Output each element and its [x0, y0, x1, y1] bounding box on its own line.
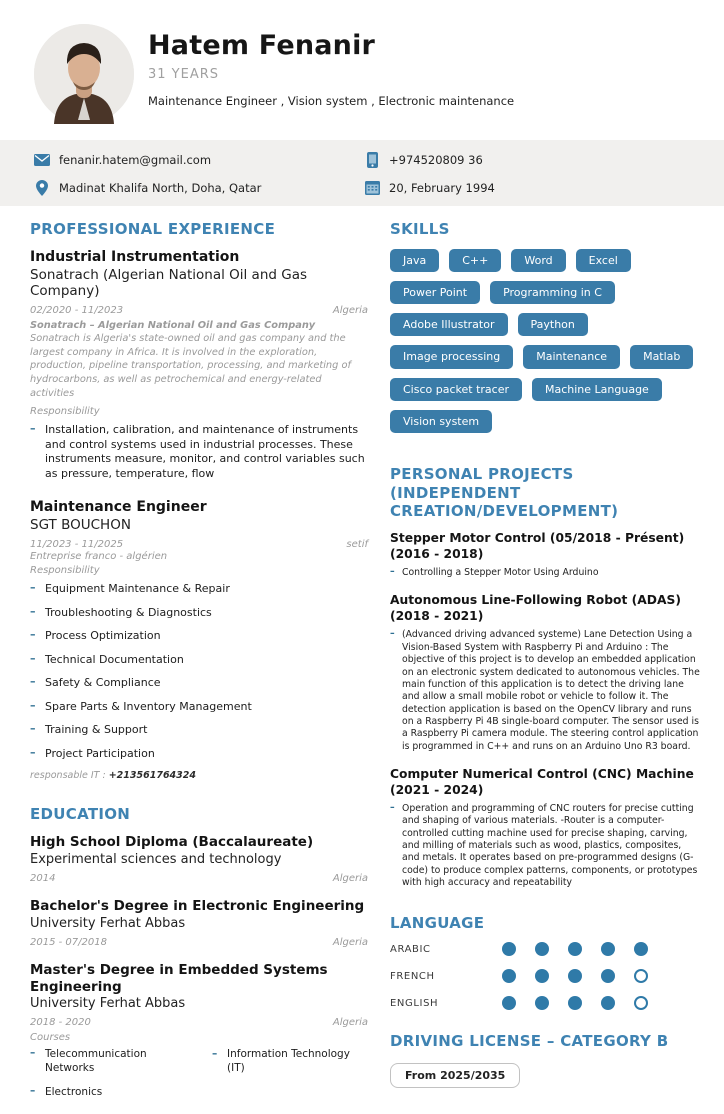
header — [0, 0, 724, 126]
level-dot-filled — [568, 942, 582, 956]
section-education — [30, 805, 368, 1100]
language-row — [390, 942, 700, 956]
project-name — [390, 531, 700, 563]
language-name: ARABIC — [390, 943, 431, 955]
course-item: – Electronics — [30, 1086, 186, 1100]
job-description-rest: Sonatrach is Algeria's state-owned oil and gas company and the largest company in Africa. It is involved in the exploration, production, pipeline transportation, processing, and marketing of hydrocarbons, as well as petrochemical and energy-related activities — [30, 333, 351, 399]
main-content — [0, 206, 724, 1114]
section-projects — [390, 465, 700, 890]
level-dot-empty — [634, 996, 648, 1010]
job-entry — [30, 249, 368, 481]
contact-location — [34, 180, 364, 196]
phone-value: +974520809 36 — [389, 153, 483, 167]
job-footnote — [30, 770, 368, 781]
job-bullet: – Installation, calibration, and maintenance of instruments and control systems used in industrial processes. These instruments measure, monitor, and control variables such as pressure, temperature, flow — [30, 423, 368, 481]
level-dot-filled — [502, 969, 516, 983]
project-name-line2: (2016 - 2018) — [390, 547, 484, 562]
map-pin-icon — [34, 180, 50, 196]
education-meta — [30, 1017, 368, 1028]
project-bullet: – Operation and programming of CNC routers for precise cutting and shaping of various materials. -Router is a computer-controlled cutting machine used for precise shaping, carving, and milling of materials such as wood, plastics, composites, and metals. It operates based on pre-programmed designs (G-code) to produce complex patterns, components, or prototypes with high accuracy and repeatability — [390, 803, 700, 890]
skill-badge: Machine Language — [532, 378, 662, 401]
language-level-dots — [502, 942, 648, 956]
project-name: Autonomous Line-Following Robot (ADAS) (2018 - 2021) — [390, 593, 681, 624]
degree-name: High School Diploma (Baccalaureate) — [30, 833, 314, 850]
project-bullet: – (Advanced driving advanced systeme) Lane Detection Using a Vision-Based System with Raspberry Pi and Arduino : The objective of this project is to develop an embedded application on an electronic system dedicated to autonomous vehicles. The main function of this application is to detect the driving lane and allow a small mobile robot or vehicle to follow it. The detection application is based on the OpenCV library and runs on a Raspberry Pi 4B single-board computer. The sensor used is a Raspberry Pi camera module. The steering control application is programmed in C++ and runs on an Arduino Uno R3 board. — [390, 629, 700, 753]
section-experience — [30, 220, 368, 781]
job-bullet: – Safety & Compliance — [30, 676, 368, 691]
job-description-lead: Sonatrach – Algerian National Oil and Gas Company — [30, 319, 316, 331]
job-bullets — [30, 423, 368, 481]
job-meta — [30, 539, 368, 550]
level-dot-filled — [535, 969, 549, 983]
skills-badges — [390, 249, 700, 433]
skill-badge: Paython — [518, 313, 588, 336]
education-dates: 2018 - 2020 — [30, 1017, 91, 1029]
level-dot-filled — [634, 942, 648, 956]
driving-license-title: DRIVING LICENSE – CATEGORY B — [390, 1032, 669, 1051]
language-title: LANGUAGE — [390, 913, 485, 932]
project-entry — [390, 593, 700, 753]
job-company: SGT BOUCHON — [30, 516, 131, 533]
section-driving-license — [390, 1032, 700, 1088]
avatar-illustration — [34, 24, 134, 124]
location-value: Madinat Khalifa North, Doha, Qatar — [59, 181, 262, 195]
skill-badge: Image processing — [390, 345, 513, 368]
education-location: Algeria — [332, 936, 368, 948]
degree-name: Master's Degree in Embedded Systems Engineering — [30, 961, 328, 995]
project-bullets — [390, 629, 700, 753]
level-dot-filled — [568, 969, 582, 983]
project-name-line2: (2021 - 2024) — [390, 783, 484, 797]
birthdate-value: 20, February 1994 — [389, 181, 495, 195]
language-row — [390, 996, 700, 1010]
language-level-dots — [502, 996, 648, 1010]
education-location: Algeria — [332, 872, 368, 884]
job-bullet: – Equipment Maintenance & Repair — [30, 582, 368, 597]
skill-badge: Programming in C — [490, 281, 615, 304]
language-name: FRENCH — [390, 970, 435, 982]
job-dates: 02/2020 - 11/2023 — [30, 304, 124, 316]
skill-badge: C++ — [449, 249, 501, 272]
education-entry — [30, 834, 368, 884]
degree-name: Bachelor's Degree in Electronic Engineering — [30, 897, 365, 914]
level-dot-filled — [568, 996, 582, 1010]
level-dot-filled — [535, 996, 549, 1010]
contact-band — [0, 140, 724, 206]
education-meta — [30, 873, 368, 884]
skill-badge: Adobe Illustrator — [390, 313, 508, 336]
project-bullets — [390, 803, 700, 890]
left-column — [30, 220, 368, 1114]
skill-badge: Matlab — [630, 345, 693, 368]
skill-badge: Maintenance — [523, 345, 620, 368]
driving-license-badge: From 2025/2035 — [390, 1063, 520, 1088]
project-name-line1: Computer Numerical Control (CNC) Machine — [390, 767, 694, 782]
section-language — [390, 914, 700, 1011]
language-name: ENGLISH — [390, 997, 439, 1009]
person-age: 31 YEARS — [148, 67, 220, 82]
school-name: University Ferhat Abbas — [30, 915, 186, 931]
level-dot-filled — [601, 942, 615, 956]
footnote-phone: +213561764324 — [108, 770, 196, 782]
skill-badge: Java — [390, 249, 439, 272]
project-bullets — [390, 567, 700, 579]
education-entry — [30, 962, 368, 1100]
job-bullet: – Spare Parts & Inventory Management — [30, 700, 368, 715]
envelope-icon — [34, 152, 50, 168]
job-bullet: – Training & Support — [30, 723, 368, 738]
skill-badge: Cisco packet tracer — [390, 378, 522, 401]
level-dot-filled — [502, 942, 516, 956]
job-subnote: Entreprise franco - algérien — [30, 551, 168, 563]
person-headline: Maintenance Engineer , Vision system , Electronic maintenance — [148, 94, 515, 108]
skill-badge: Vision system — [390, 410, 492, 433]
course-item: – Telecommunication Networks — [30, 1048, 186, 1076]
projects-title: PERSONAL PROJECTS (INDEPENDENT CREATION/DEVELOPMENT) — [390, 464, 619, 521]
project-name-line1: Stepper Motor Control (05/2018 - Présent) — [390, 531, 685, 546]
skill-badge: Excel — [576, 249, 631, 272]
contact-birthdate — [364, 180, 694, 196]
job-entry — [30, 499, 368, 781]
phone-icon — [364, 152, 380, 168]
job-bullet: – Troubleshooting & Diagnostics — [30, 606, 368, 621]
education-dates: 2015 - 07/2018 — [30, 936, 107, 948]
level-dot-filled — [601, 996, 615, 1010]
person-name: Hatem Fenanir — [148, 30, 376, 61]
skill-badge: Word — [511, 249, 565, 272]
level-dot-filled — [502, 996, 516, 1010]
responsibility-label: Responsibility — [30, 406, 100, 418]
job-bullet: – Technical Documentation — [30, 653, 368, 668]
skills-title: SKILLS — [390, 220, 450, 238]
school-name: University Ferhat Abbas — [30, 996, 186, 1012]
job-bullet: – Project Participation — [30, 747, 368, 762]
profile-photo — [34, 24, 134, 124]
education-meta — [30, 937, 368, 948]
header-text — [148, 24, 514, 126]
responsibility-label: Responsibility — [30, 565, 100, 577]
level-dot-empty — [634, 969, 648, 983]
footnote-label: responsable IT : — [30, 770, 109, 782]
language-level-dots — [502, 969, 648, 983]
right-column — [390, 220, 700, 1114]
education-entry — [30, 898, 368, 948]
education-dates: 2014 — [30, 872, 56, 884]
job-meta — [30, 305, 368, 316]
education-title: EDUCATION — [30, 805, 131, 824]
courses-list — [30, 1048, 368, 1100]
job-location: Algeria — [332, 304, 368, 316]
job-company: Sonatrach (Algerian National Oil and Gas Company) — [30, 266, 308, 299]
level-dot-filled — [601, 969, 615, 983]
course-item: – Information Technology (IT) — [212, 1048, 368, 1076]
project-entry — [390, 767, 700, 889]
project-bullet: – Controlling a Stepper Motor Using Arduino — [390, 567, 700, 579]
job-role: Maintenance Engineer — [30, 499, 207, 516]
skill-badge: Power Point — [390, 281, 480, 304]
job-role: Industrial Instrumentation — [30, 248, 240, 265]
job-description — [30, 319, 368, 400]
contact-email — [34, 152, 364, 168]
job-bullet: – Process Optimization — [30, 629, 368, 644]
job-dates: 11/2023 - 11/2025 — [30, 539, 124, 551]
section-skills — [390, 220, 700, 433]
job-bullets — [30, 582, 368, 761]
courses-label: Courses — [30, 1032, 71, 1044]
education-location: Algeria — [332, 1017, 368, 1029]
project-name — [390, 767, 700, 799]
contact-phone — [364, 152, 694, 168]
calendar-icon — [364, 180, 380, 196]
experience-title: PROFESSIONAL EXPERIENCE — [30, 220, 276, 238]
project-entry — [390, 531, 700, 579]
job-location: setif — [346, 539, 368, 551]
language-row — [390, 969, 700, 983]
email-value: fenanir.hatem@gmail.com — [59, 153, 212, 167]
level-dot-filled — [535, 942, 549, 956]
school-name: Experimental sciences and technology — [30, 851, 282, 867]
